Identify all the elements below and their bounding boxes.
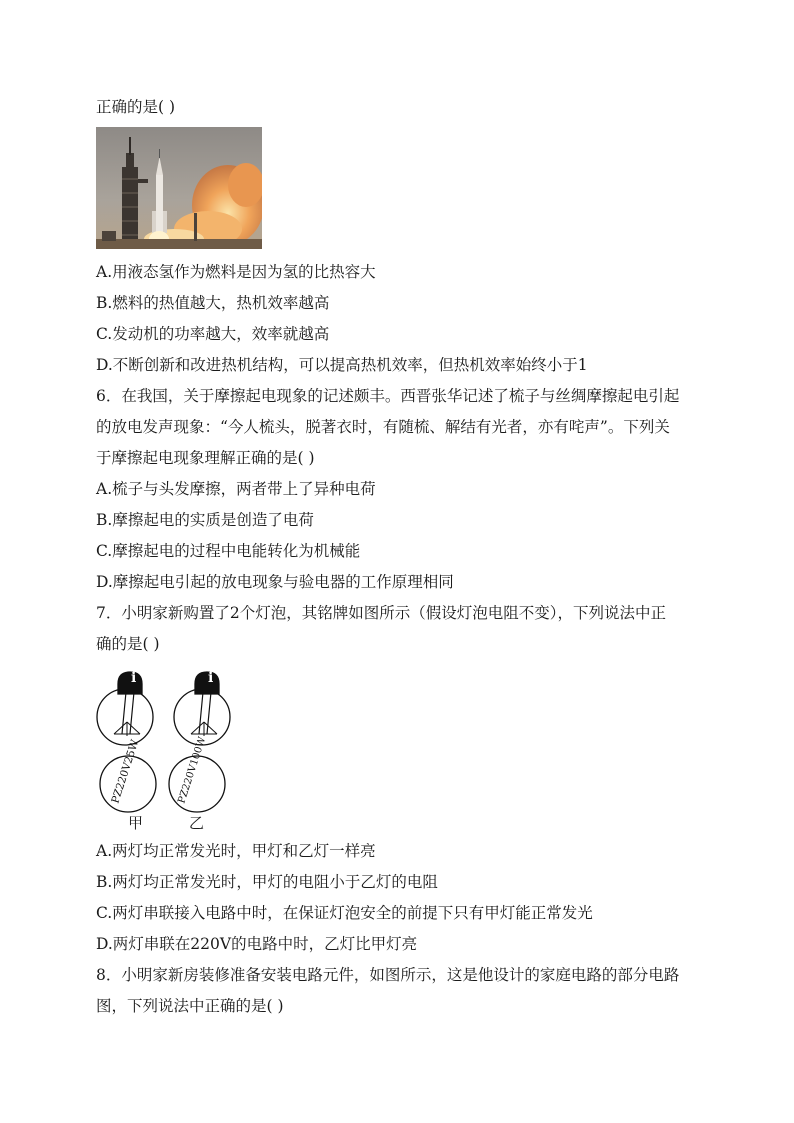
- q5-option-a: A.用液态氢作为燃料是因为氢的比热容大: [96, 263, 376, 281]
- q5-option-c: C.发动机的功率越大，效率就越高: [96, 325, 330, 343]
- bulb-b-nameplate: PZ220V100W: [176, 735, 209, 805]
- q6-option-a: A.梳子与头发摩擦，两者带上了异种电荷: [96, 480, 376, 498]
- q6-option-c: C.摩擦起电的过程中电能转化为机械能: [96, 542, 361, 560]
- q7-option-a: A.两灯均正常发光时，甲灯和乙灯一样亮: [96, 842, 376, 860]
- q7-stem-line-2: 确的是( ): [96, 635, 160, 653]
- q8-stem-line-1: 8．小明家新房装修准备安装电路元件，如图所示，这是他设计的家庭电路的部分电路: [96, 966, 680, 984]
- q8-stem-line-2: 图，下列说法中正确的是( ): [96, 997, 284, 1015]
- q7-stem-line-1: 7．小明家新购置了2个灯泡，其铭牌如图所示（假设灯泡电阻不变），下列说法中正: [96, 604, 666, 622]
- svg-text:i: i: [131, 670, 137, 686]
- q5-option-b: B.燃料的热值越大，热机效率越高: [96, 294, 330, 312]
- q5-stem-end: 正确的是( ): [96, 98, 176, 116]
- q6-stem-line-2: 的放电发声现象：“今人梳头，脱著衣时，有随梳、解结有光者，亦有咤声”。下列关: [96, 418, 670, 436]
- caption-bulb-b: 乙: [189, 814, 205, 832]
- caption-bulb-a: 甲: [128, 814, 144, 832]
- q6-option-b: B.摩擦起电的实质是创造了电荷: [96, 511, 314, 529]
- svg-text:i: i: [208, 670, 214, 686]
- bulb-a-icon: [97, 672, 156, 812]
- q6-stem-line-3: 于摩擦起电现象理解正确的是( ): [96, 449, 315, 467]
- q7-option-c: C.两灯串联接入电路中时，在保证灯泡安全的前提下只有甲灯能正常发光: [96, 904, 593, 922]
- bulbs-figure: [92, 664, 242, 832]
- q6-stem-line-1: 6．在我国，关于摩擦起电现象的记述颇丰。西晋张华记述了梳子与丝绸摩擦起电引起: [96, 387, 680, 405]
- q6-option-d: D.摩擦起电引起的放电现象与验电器的工作原理相同: [96, 573, 454, 591]
- q7-option-d: D.两灯串联在220V的电路中时，乙灯比甲灯亮: [96, 935, 418, 953]
- q5-option-d: D.不断创新和改进热机结构，可以提高热机效率，但热机效率始终小于1: [96, 356, 588, 374]
- q7-option-b: B.两灯均正常发光时，甲灯的电阻小于乙灯的电阻: [96, 873, 438, 891]
- rocket-launch-photo: [96, 127, 262, 249]
- bulb-a-nameplate: PZ220V25W: [109, 738, 142, 805]
